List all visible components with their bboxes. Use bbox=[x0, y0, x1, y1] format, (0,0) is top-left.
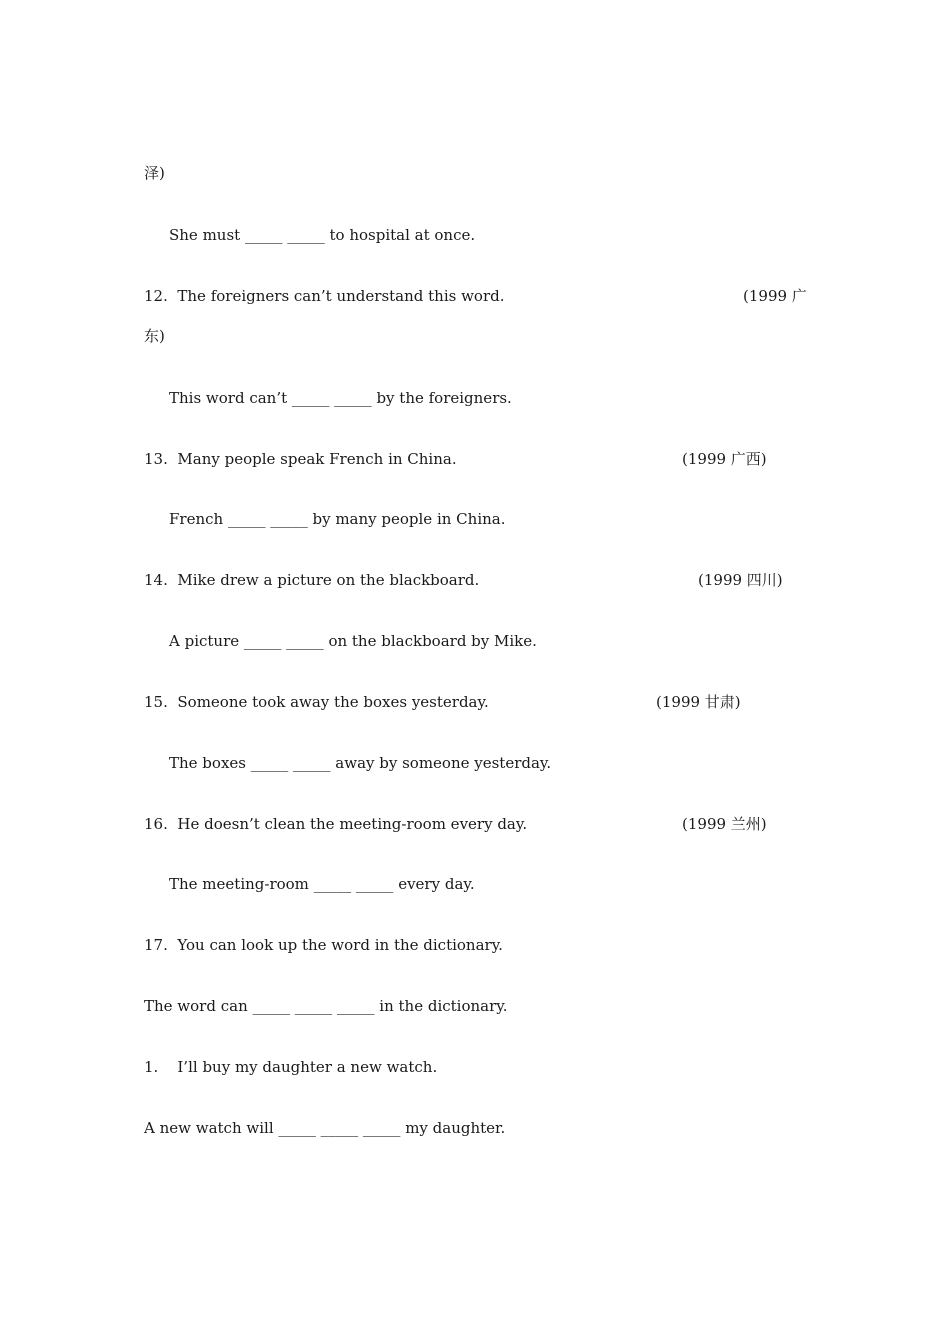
question-12-source-cont: 东) bbox=[144, 327, 165, 345]
answer-line-11: She must _____ _____ to hospital at once. bbox=[169, 226, 476, 244]
answer-line-13: French _____ _____ by many people in China. bbox=[169, 510, 506, 528]
question-15: 15. Someone took away the boxes yesterday. bbox=[144, 693, 489, 711]
answer-line-15: The boxes _____ _____ away by someone yesterday. bbox=[169, 754, 552, 772]
question-16: 16. He doesn’t clean the meeting-room every day. bbox=[144, 815, 528, 833]
answer-line-17: The word can _____ _____ _____ in the dictionary. bbox=[144, 997, 508, 1015]
question-14: 14. Mike drew a picture on the blackboard. bbox=[144, 571, 480, 589]
question-12: 12. The foreigners can’t understand this word. bbox=[144, 287, 505, 305]
question-1: 1. I’ll buy my daughter a new watch. bbox=[144, 1058, 438, 1076]
answer-line-16: The meeting-room _____ _____ every day. bbox=[169, 875, 475, 893]
question-12-source: (1999 广 bbox=[743, 287, 807, 305]
question-16-source: (1999 兰州) bbox=[682, 815, 767, 833]
question-14-source: (1999 四川) bbox=[698, 571, 783, 589]
continued-source-text: 泽) bbox=[144, 164, 165, 182]
question-13-source: (1999 广西) bbox=[682, 450, 767, 468]
answer-line-14: A picture _____ _____ on the blackboard by Mike. bbox=[169, 632, 537, 650]
answer-line-1: A new watch will _____ _____ _____ my daughter. bbox=[144, 1119, 506, 1137]
answer-line-12: This word can’t _____ _____ by the foreigners. bbox=[169, 389, 512, 407]
question-17: 17. You can look up the word in the dictionary. bbox=[144, 936, 503, 954]
question-15-source: (1999 甘肃) bbox=[656, 693, 741, 711]
question-13: 13. Many people speak French in China. bbox=[144, 450, 457, 468]
